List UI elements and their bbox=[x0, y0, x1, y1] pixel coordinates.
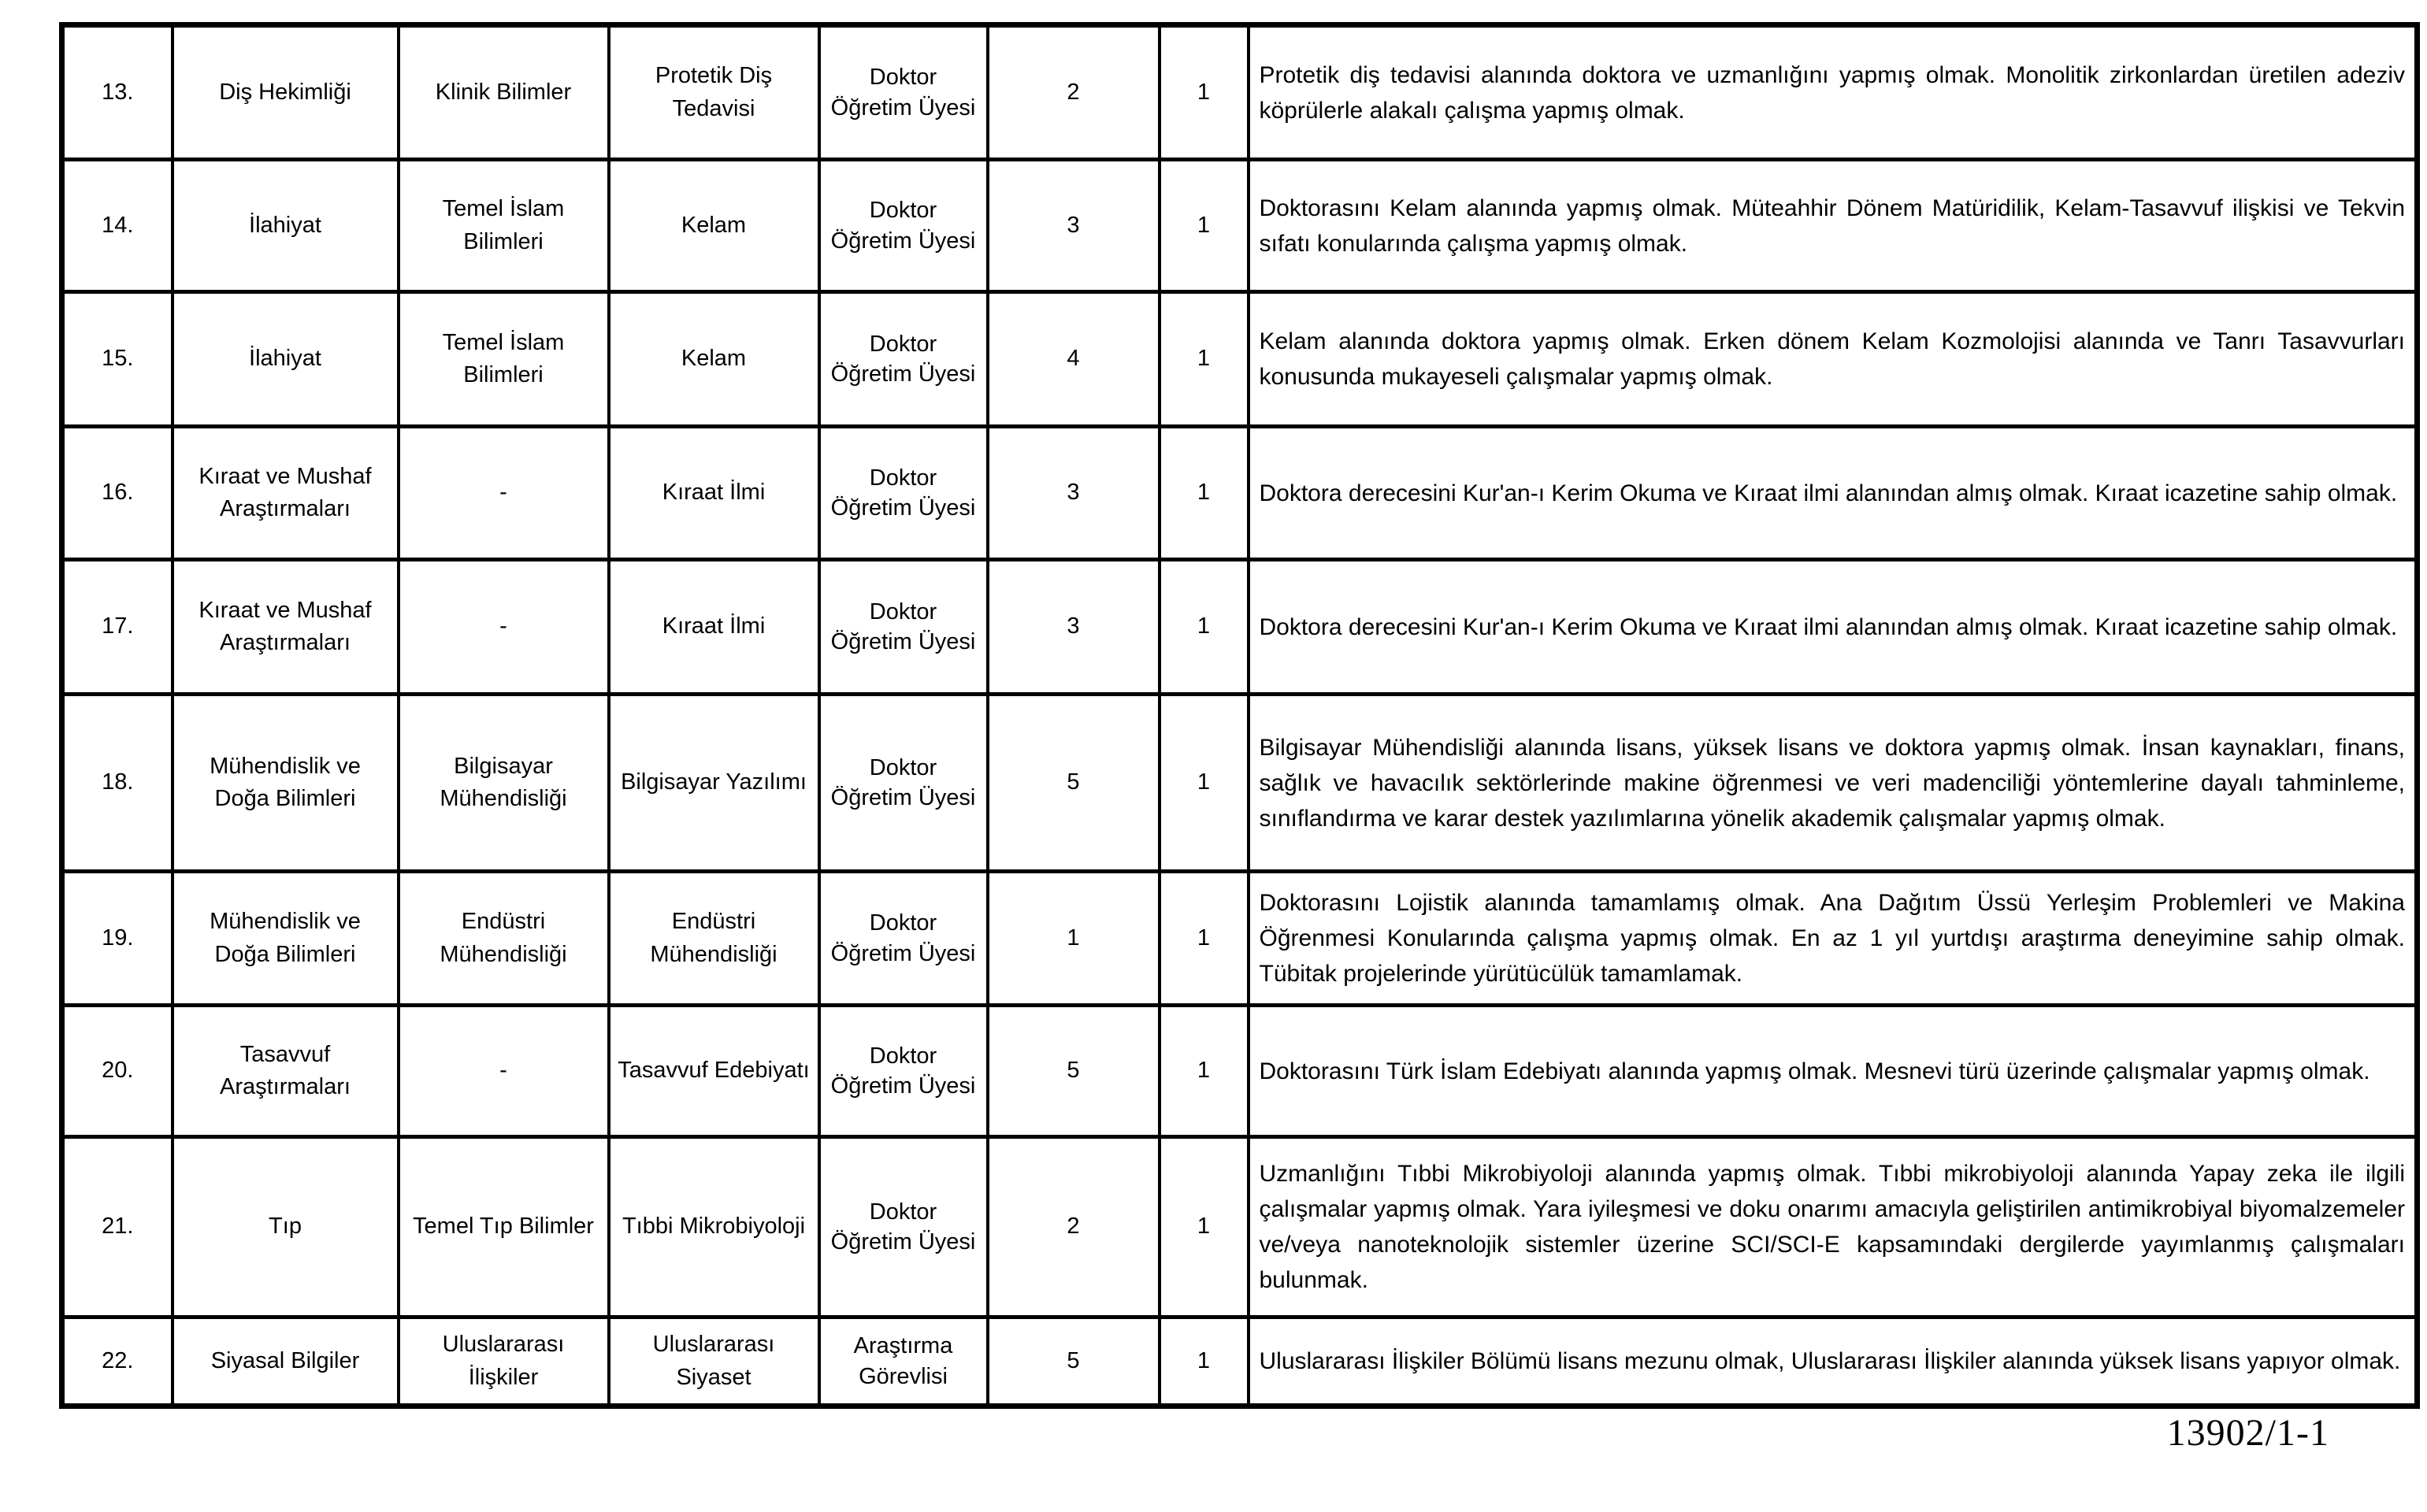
position-count-cell: 1 bbox=[1160, 872, 1249, 1006]
grade-cell: 4 bbox=[988, 292, 1160, 427]
grade-cell: 5 bbox=[988, 695, 1160, 872]
position-count-cell: 1 bbox=[1160, 560, 1249, 695]
faculty-cell: İlahiyat bbox=[173, 160, 399, 292]
table-row bbox=[62, 1006, 2418, 1137]
row-number-cell: 20. bbox=[62, 1006, 173, 1137]
table-body bbox=[62, 25, 2418, 1406]
grade-cell: 5 bbox=[988, 1317, 1160, 1406]
row-number-cell: 16. bbox=[62, 427, 173, 560]
position-title-cell: Doktor Öğretim Üyesi bbox=[819, 160, 988, 292]
requirements-cell: Bilgisayar Mühendisliği alanında lisans, yüksek lisans ve doktora yapmış olmak. İnsan kaynakları, finans, sağlık ve havacılık sektörlerinde makine öğrenmesi ve veri madenciliği yöntemlerine dayalı tahminleme, sınıflandırma ve karar destek yazılımlarına yönelik akademik çalışmalar yapmış olmak. bbox=[1249, 695, 2418, 872]
department-cell: - bbox=[399, 1006, 609, 1137]
requirements-cell: Doktora derecesini Kur'an-ı Kerim Okuma ve Kıraat ilmi alanından almış olmak. Kıraat icazetine sahip olmak. bbox=[1249, 427, 2418, 560]
academic-positions-table bbox=[59, 22, 2420, 1409]
row-number-cell: 17. bbox=[62, 560, 173, 695]
row-number-cell: 13. bbox=[62, 25, 173, 160]
table-row bbox=[62, 560, 2418, 695]
table-row bbox=[62, 695, 2418, 872]
requirements-cell: Uluslararası İlişkiler Bölümü lisans mezunu olmak, Uluslararası İlişkiler alanında yüksek lisans yapıyor olmak. bbox=[1249, 1317, 2418, 1406]
requirements-cell: Doktorasını Kelam alanında yapmış olmak. Müteahhir Dönem Matüridilik, Kelam-Tasavvuf ilişkisi ve Tekvin sıfatı konularında çalışma yapmış olmak. bbox=[1249, 160, 2418, 292]
requirements-cell: Uzmanlığını Tıbbi Mikrobiyoloji alanında yapmış olmak. Tıbbi mikrobiyoloji alanında Yapay zeka ile ilgili çalışmalar yapmış olmak. Yara iyileşmesi ve doku onarımı amacıyla geliştirilen antimikrobiyal biyomalzemeler ve/veya nanoteknolojik sistemler üzerine SCI/SCI-E kapsamındaki dergilerde yayımlanmış çalışmaları bulunmak. bbox=[1249, 1137, 2418, 1317]
position-count-cell: 1 bbox=[1160, 25, 1249, 160]
table-row bbox=[62, 427, 2418, 560]
row-number-cell: 14. bbox=[62, 160, 173, 292]
faculty-cell: Kıraat ve Mushaf Araştırmaları bbox=[173, 427, 399, 560]
faculty-cell: İlahiyat bbox=[173, 292, 399, 427]
position-count-cell: 1 bbox=[1160, 292, 1249, 427]
position-title-cell: Doktor Öğretim Üyesi bbox=[819, 427, 988, 560]
table-row bbox=[62, 160, 2418, 292]
faculty-cell: Kıraat ve Mushaf Araştırmaları bbox=[173, 560, 399, 695]
grade-cell: 5 bbox=[988, 1006, 1160, 1137]
requirements-cell: Doktora derecesini Kur'an-ı Kerim Okuma ve Kıraat ilmi alanından almış olmak. Kıraat icazetine sahip olmak. bbox=[1249, 560, 2418, 695]
faculty-cell: Mühendislik ve Doğa Bilimleri bbox=[173, 695, 399, 872]
faculty-cell: Tıp bbox=[173, 1137, 399, 1317]
grade-cell: 3 bbox=[988, 560, 1160, 695]
position-title-cell: Doktor Öğretim Üyesi bbox=[819, 872, 988, 1006]
document-number: 13902/1-1 bbox=[2166, 1412, 2329, 1454]
program-cell: Tıbbi Mikrobiyoloji bbox=[609, 1137, 819, 1317]
department-cell: Endüstri Mühendisliği bbox=[399, 872, 609, 1006]
requirements-cell: Doktorasını Türk İslam Edebiyatı alanında yapmış olmak. Mesnevi türü üzerinde çalışmalar yapmış olmak. bbox=[1249, 1006, 2418, 1137]
department-cell: Temel İslam Bilimleri bbox=[399, 160, 609, 292]
requirements-cell: Protetik diş tedavisi alanında doktora ve uzmanlığını yapmış olmak. Monolitik zirkonlardan üretilen adeziv köprülerle alakalı çalışma yapmış olmak. bbox=[1249, 25, 2418, 160]
faculty-cell: Siyasal Bilgiler bbox=[173, 1317, 399, 1406]
grade-cell: 2 bbox=[988, 1137, 1160, 1317]
row-number-cell: 15. bbox=[62, 292, 173, 427]
position-count-cell: 1 bbox=[1160, 1317, 1249, 1406]
position-title-cell: Doktor Öğretim Üyesi bbox=[819, 25, 988, 160]
position-title-cell: Araştırma Görevlisi bbox=[819, 1317, 988, 1406]
program-cell: Endüstri Mühendisliği bbox=[609, 872, 819, 1006]
table-row bbox=[62, 292, 2418, 427]
program-cell: Protetik Diş Tedavisi bbox=[609, 25, 819, 160]
position-title-cell: Doktor Öğretim Üyesi bbox=[819, 560, 988, 695]
faculty-cell: Diş Hekimliği bbox=[173, 25, 399, 160]
table-row bbox=[62, 1317, 2418, 1406]
row-number-cell: 22. bbox=[62, 1317, 173, 1406]
program-cell: Kelam bbox=[609, 292, 819, 427]
department-cell: Klinik Bilimler bbox=[399, 25, 609, 160]
position-title-cell: Doktor Öğretim Üyesi bbox=[819, 292, 988, 427]
department-cell: Uluslararası İlişkiler bbox=[399, 1317, 609, 1406]
position-count-cell: 1 bbox=[1160, 427, 1249, 560]
row-number-cell: 21. bbox=[62, 1137, 173, 1317]
position-count-cell: 1 bbox=[1160, 160, 1249, 292]
row-number-cell: 18. bbox=[62, 695, 173, 872]
position-count-cell: 1 bbox=[1160, 1006, 1249, 1137]
table-row bbox=[62, 25, 2418, 160]
requirements-cell: Doktorasını Lojistik alanında tamamlamış olmak. Ana Dağıtım Üssü Yerleşim Problemleri ve Makina Öğrenmesi Konularında çalışma yapmış olmak. En az 1 yıl yurtdışı araştırma deneyimine sahip olmak. Tübitak projelerinde yürütücülük tamamlamak. bbox=[1249, 872, 2418, 1006]
grade-cell: 3 bbox=[988, 427, 1160, 560]
position-count-cell: 1 bbox=[1160, 1137, 1249, 1317]
department-cell: Temel Tıp Bilimler bbox=[399, 1137, 609, 1317]
table-row bbox=[62, 1137, 2418, 1317]
program-cell: Kıraat İlmi bbox=[609, 427, 819, 560]
grade-cell: 2 bbox=[988, 25, 1160, 160]
faculty-cell: Tasavvuf Araştırmaları bbox=[173, 1006, 399, 1137]
row-number-cell: 19. bbox=[62, 872, 173, 1006]
program-cell: Kelam bbox=[609, 160, 819, 292]
department-cell: - bbox=[399, 560, 609, 695]
position-title-cell: Doktor Öğretim Üyesi bbox=[819, 1137, 988, 1317]
grade-cell: 3 bbox=[988, 160, 1160, 292]
program-cell: Uluslararası Siyaset bbox=[609, 1317, 819, 1406]
program-cell: Kıraat İlmi bbox=[609, 560, 819, 695]
faculty-cell: Mühendislik ve Doğa Bilimleri bbox=[173, 872, 399, 1006]
table-row bbox=[62, 872, 2418, 1006]
department-cell: Bilgisayar Mühendisliği bbox=[399, 695, 609, 872]
requirements-cell: Kelam alanında doktora yapmış olmak. Erken dönem Kelam Kozmolojisi alanında ve Tanrı Tasavvurları konusunda mukayeseli çalışmalar yapmış olmak. bbox=[1249, 292, 2418, 427]
department-cell: Temel İslam Bilimleri bbox=[399, 292, 609, 427]
program-cell: Bilgisayar Yazılımı bbox=[609, 695, 819, 872]
grade-cell: 1 bbox=[988, 872, 1160, 1006]
position-title-cell: Doktor Öğretim Üyesi bbox=[819, 1006, 988, 1137]
department-cell: - bbox=[399, 427, 609, 560]
position-title-cell: Doktor Öğretim Üyesi bbox=[819, 695, 988, 872]
program-cell: Tasavvuf Edebiyatı bbox=[609, 1006, 819, 1137]
position-count-cell: 1 bbox=[1160, 695, 1249, 872]
